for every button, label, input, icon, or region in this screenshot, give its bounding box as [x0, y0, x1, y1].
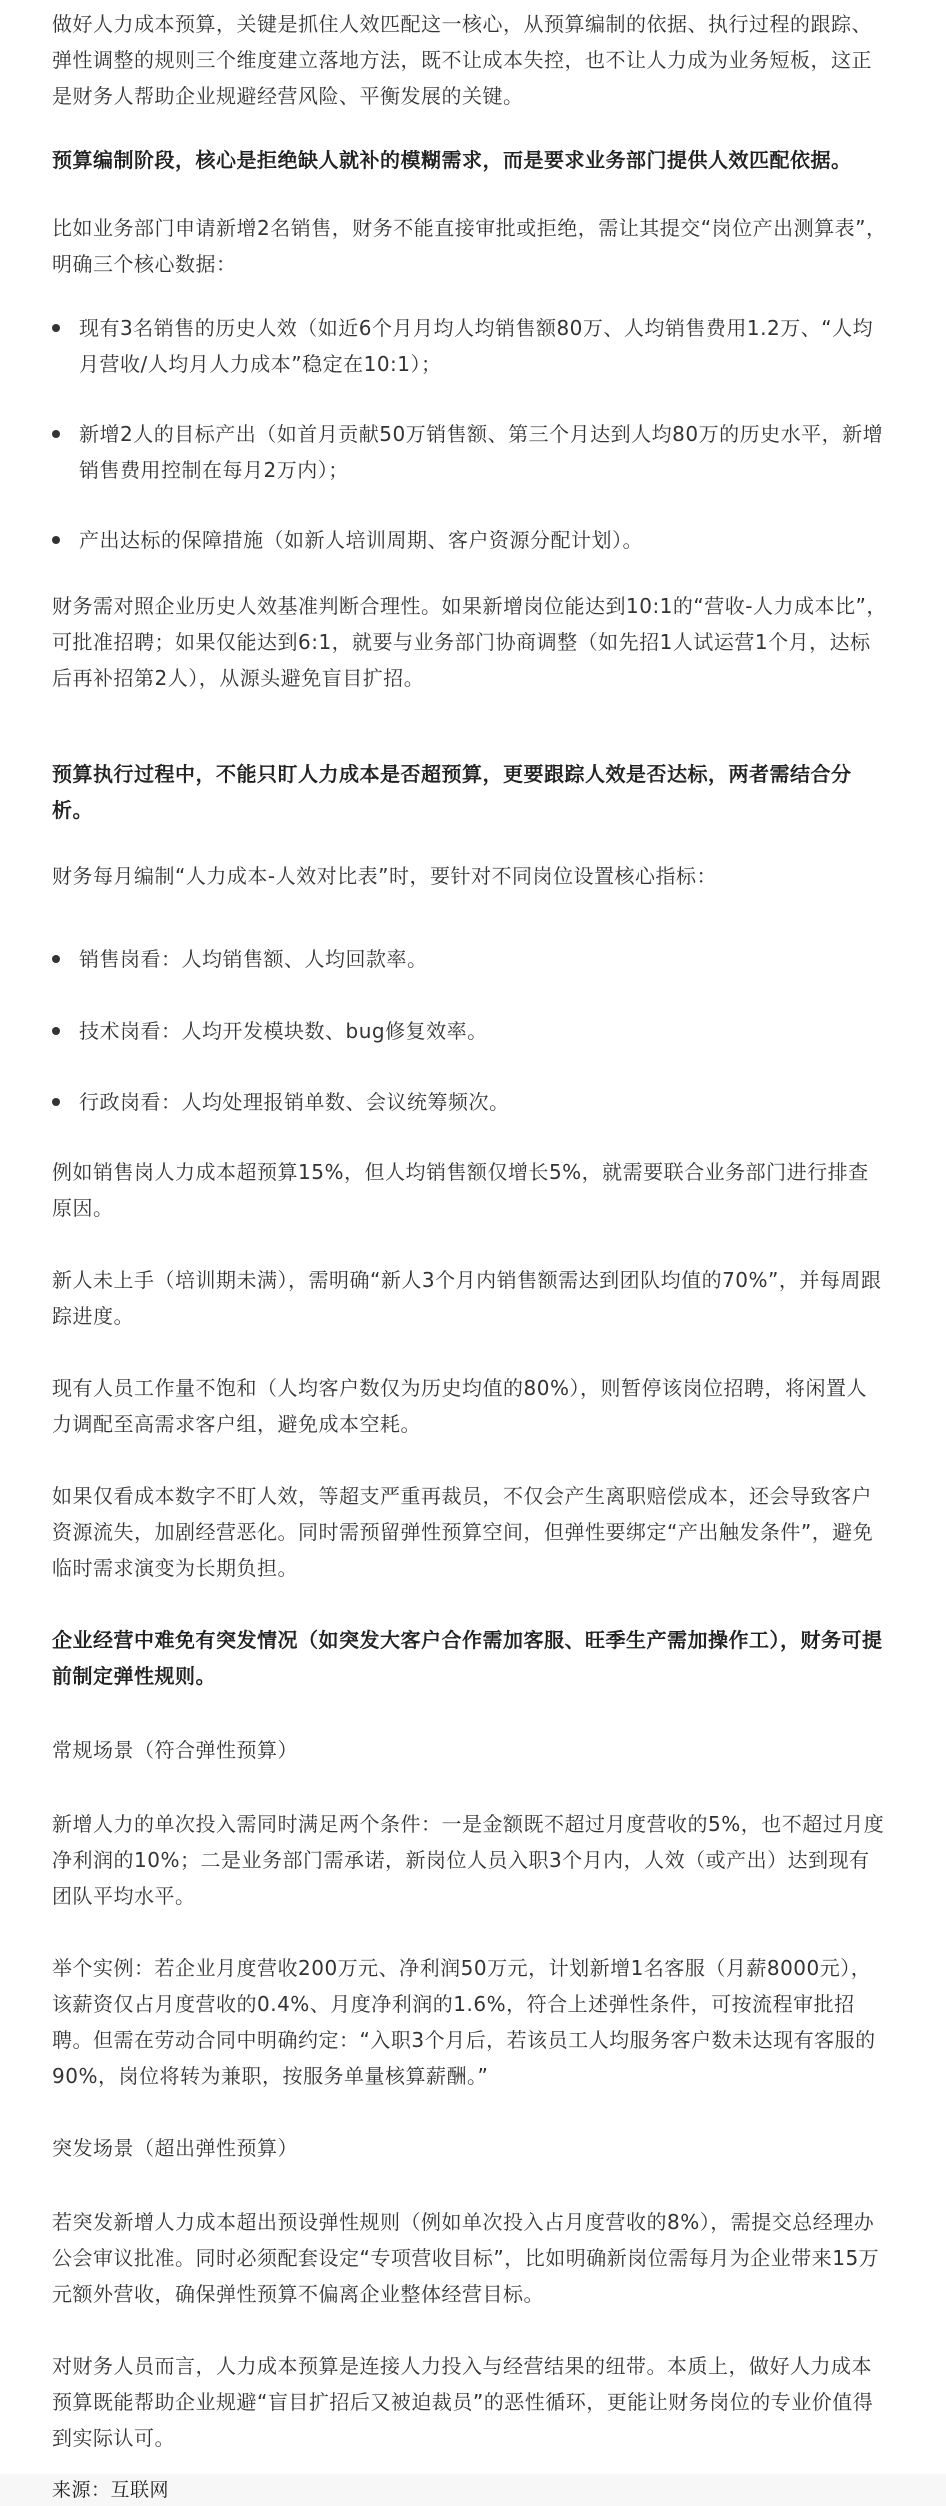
paragraph-regular-conditions: 新增人力的单次投入需同时满足两个条件：一是金额既不超过月度营收的5%，也不超过月度净利润的10%；二是业务部门需承诺，新岗位人员入职3个月内，人效（或产出）达到现有团队平均水平。	[52, 1812, 885, 1908]
list-item-text: 新增2人的目标产出（如首月贡献50万销售额、第三个月达到人均80万的历史水平，新增销售费用控制在每月2万内）；	[79, 422, 884, 482]
list-item	[52, 416, 887, 488]
list-item	[52, 1084, 887, 1120]
bullet-dot-icon	[52, 324, 60, 332]
list-item	[52, 310, 887, 382]
bullet-dot-icon	[52, 955, 60, 963]
paragraph-monthly-report: 财务每月编制“人力成本-人效对比表”时，要针对不同岗位设置核心指标：	[52, 864, 717, 888]
paragraph-practical-example: 举个实例：若企业月度营收200万元、净利润50万元，计划新增1名客服（月薪8000元），该薪资仅占月度营收的0.4%、月度净利润的1.6%，符合上述弹性条件，可按流程审批招聘。但需在劳动合同中明确约定：“入职3个月后，若该员工人均服务客户数未达现有客服的90%，岗位将转为兼职，按服务单量核算薪酬。”	[52, 1956, 876, 2088]
list-item	[52, 1013, 887, 1049]
paragraph-historical-benchmark: 财务需对照企业历史人效基准判断合理性。如果新增岗位能达到10:1的“营收-人力成本比”，可批准招聘；如果仅能达到6:1，就要与业务部门协商调整（如先招1人试运营1个月，达标后再补招第2人），从源头避免盲目扩招。	[52, 594, 887, 690]
intro-paragraph: 做好人力成本预算，关键是抓住人效匹配这一核心，从预算编制的依据、执行过程的跟踪、弹性调整的规则三个维度建立落地方法，既不让成本失控，也不让人力成为业务短板，这正是财务人帮助企业规避经营风险、平衡发展的关键。	[52, 12, 872, 108]
paragraph-sales-overrun-example: 例如销售岗人力成本超预算15%，但人均销售额仅增长5%，就需要联合业务部门进行排查原因。	[52, 1160, 869, 1220]
bullet-dot-icon	[52, 1098, 60, 1106]
section-heading-budget-compilation: 预算编制阶段，核心是拒绝缺人就补的模糊需求，而是要求业务部门提供人效匹配依据。	[52, 148, 852, 172]
section-heading-elastic-rules: 企业经营中难免有突发情况（如突发大客户合作需加客服、旺季生产需加操作工），财务可提前制定弹性规则。	[52, 1628, 883, 1688]
subheading-regular-scenario: 常规场景（符合弹性预算）	[52, 1738, 298, 1762]
paragraph-sales-request: 比如业务部门申请新增2名销售，财务不能直接审批或拒绝，需让其提交“岗位产出测算表”，明确三个核心数据：	[52, 216, 887, 276]
source-label: 来源：互联网	[52, 2479, 170, 2501]
paragraph-emergency-rules: 若突发新增人力成本超出预设弹性规则（例如单次投入占月度营收的8%），需提交总经理办公会审议批准。同时必须配套设定“专项营收目标”，比如明确新岗位需每月为企业带来15万元额外营收，确保弹性预算不偏离企业整体经营目标。	[52, 2210, 880, 2306]
bullet-dot-icon	[52, 430, 60, 438]
list-item-text: 技术岗看：人均开发模块数、bug修复效率。	[79, 1019, 488, 1043]
bullet-dot-icon	[52, 536, 60, 544]
paragraph-underloaded-staff: 现有人员工作量不饱和（人均客户数仅为历史均值的80%），则暂停该岗位招聘，将闲置人力调配至高需求客户组，避免成本空耗。	[52, 1376, 867, 1436]
list-item-text: 现有3名销售的历史人效（如近6个月月均人均销售额80万、人均销售费用1.2万、“人均月营收/人均月人力成本”稳定在10:1）；	[79, 316, 874, 376]
list-item	[52, 941, 887, 977]
list-item-text: 产出达标的保障措施（如新人培训周期、客户资源分配计划）。	[79, 528, 643, 552]
list-item-text: 行政岗看：人均处理报销单数、会议统筹频次。	[79, 1090, 510, 1114]
section-heading-budget-execution: 预算执行过程中，不能只盯人力成本是否超预算，更要跟踪人效是否达标，两者需结合分析。	[52, 762, 852, 822]
paragraph-new-hire-tracking: 新人未上手（培训期未满），需明确“新人3个月内销售额需达到团队均值的70%”，并每周跟踪进度。	[52, 1268, 882, 1328]
source-footer	[0, 2474, 946, 2506]
paragraph-elastic-reserve: 如果仅看成本数字不盯人效，等超支严重再裁员，不仅会产生离职赔偿成本，还会导致客户资源流失，加剧经营恶化。同时需预留弹性预算空间，但弹性要绑定“产出触发条件”，避免临时需求演变为长期负担。	[52, 1484, 874, 1580]
bullet-dot-icon	[52, 1027, 60, 1035]
list-item-text: 销售岗看：人均销售额、人均回款率。	[79, 947, 428, 971]
list-item	[52, 522, 887, 558]
subheading-emergency-scenario: 突发场景（超出弹性预算）	[52, 2136, 298, 2160]
paragraph-conclusion: 对财务人员而言，人力成本预算是连接人力投入与经营结果的纽带。本质上，做好人力成本预算既能帮助企业规避“盲目扩招后又被迫裁员”的恶性循环，更能让财务岗位的专业价值得到实际认可。	[52, 2354, 874, 2450]
